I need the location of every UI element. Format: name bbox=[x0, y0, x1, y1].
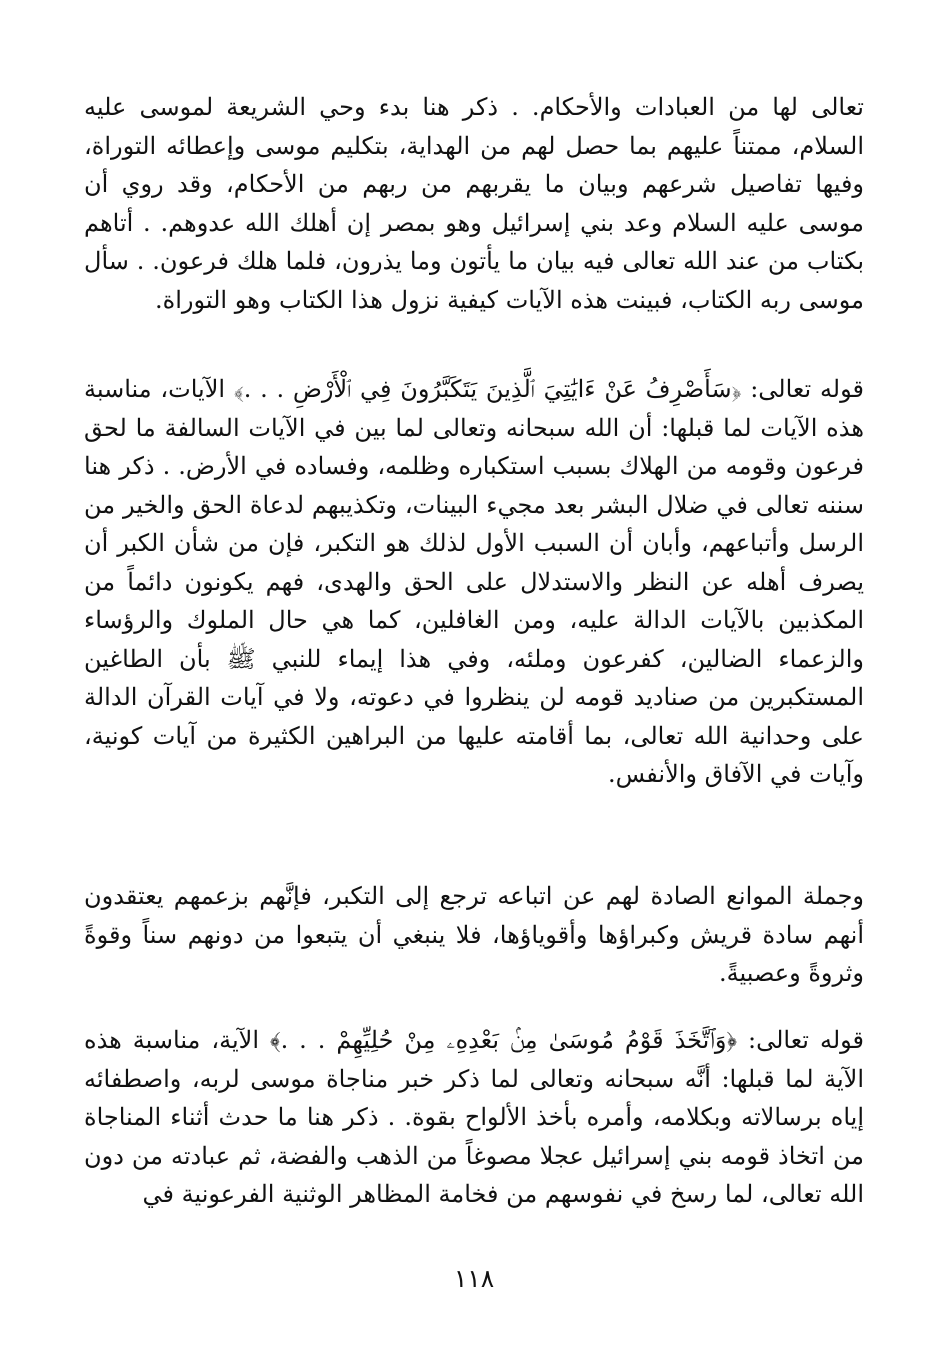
page-number: ١١٨ bbox=[453, 1264, 495, 1293]
paragraph-4: قوله تعالى: ﴿وَٱتَّخَذَ قَوْمُ مُوسَىٰ مِنۢ بَعْدِهِۦ مِنْ حُلِيِّهِمْ . . .﴾ الآية، مناسبة هذه الآية لما قبلها: أنَّه سبحانه وتعالى لما ذكر خبر مناجاة موسى لربه، واصطفائه إياه برسالاته وبكلامه، وأمره بأخذ الألواح بقوة. . ذكر هنا ما حدث أثناء المناجاة من اتخاذ قومه بني إسرائيل عجلا مصوغاً من الذهب والفضة، ثم عبادته من دون الله تعالى، لما رسخ في نفوسهم من فخامة المظاهر الوثنية الفرعونية في bbox=[84, 1026, 864, 1208]
paragraph-1: تعالى لها من العبادات والأحكام. . ذكر هنا بدء وحي الشريعة لموسى عليه السلام، ممتناً عليهم بما حصل لهم من الهداية، بتكليم موسى وإعطائه التوراة، وفيها تفاصيل شرعهم وبيان ما يقربهم من ربهم من الأحكام، وقد روي أن موسى عليه السلام وعد بني إسرائيل وهو بمصر إن أهلك الله عدوهم. . أتاهم بكتاب من عند الله تعالى فيه بيان ما يأتون وما يذرون، فلما هلك فرعون. . سأل موسى ربه الكتاب، فبينت هذه الآيات كيفية نزول هذا الكتاب وهو التوراة. bbox=[84, 93, 864, 314]
paragraph-3: وجملة الموانع الصادة لهم عن اتباعه ترجع إلى التكبر، فإنَّهم بزعمهم يعتقدون أنهم سادة قريش وكبراؤها وأقوياؤها، فلا ينبغي أن يتبعوا من دونهم سناً وقوةً وثروةً وعصبيةً. bbox=[84, 882, 864, 987]
paragraph-2: قوله تعالى: ﴿سَأَصْرِفُ عَنْ ءَايَٰتِيَ ٱلَّذِينَ يَتَكَبَّرُونَ فِي ٱلْأَرْضِ . . .﴾ الآيات، مناسبة هذه الآيات لما قبلها: أن الله سبحانه وتعالى لما بين في الآيات السالفة ما لحق فرعون وقومه من الهلاك بسبب استكباره وظلمه، وفساده في الأرض. . ذكر هنا سننه تعالى في ضلال البشر بعد مجيء البينات، وتكذيبهم لدعاة الحق والخير من الرسل وأتباعهم، وأبان أن السبب الأول لذلك هو التكبر، فإن من شأن الكبر أن يصرف أهله عن النظر والاستدلال على الحق والهدى، فهم يكونون دائماً من المكذبين بالآيات الدالة عليه، ومن الغافلين، كما هي حال الملوك والرؤساء والزعماء الضالين، كفرعون وملئه، وفي هذا إيماء للنبي ﷺ بأن الطاغين المستكبرين من صناديد قومه لن ينظروا في دعوته، ولا في آيات القرآن الدالة على وحدانية الله تعالى، بما أقامته عليها من البراهين الكثيرة من آيات كونية، وآيات في الآفاق والأنفس. bbox=[84, 375, 864, 788]
